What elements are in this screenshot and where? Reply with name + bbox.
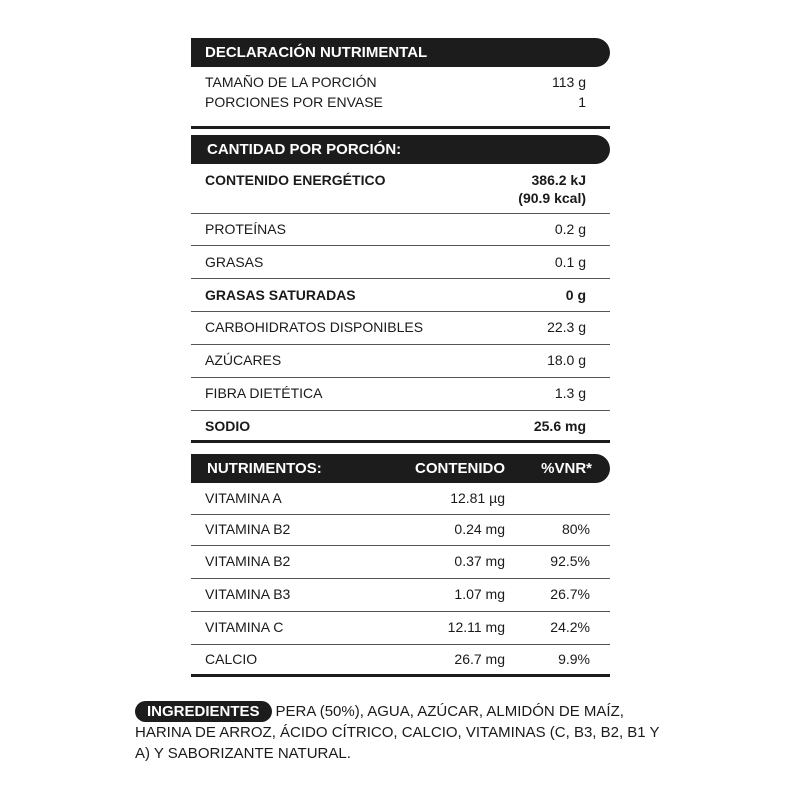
vitamins-header-label: NUTRIMENTOS: xyxy=(207,460,322,477)
vitamin-label: VITAMINA A xyxy=(205,490,282,506)
nutrient-label: CARBOHIDRATOS DISPONIBLES xyxy=(205,319,424,335)
vitamin-row xyxy=(191,517,610,541)
vitamins-header-pct: %VNR* xyxy=(541,460,592,477)
vitamin-row xyxy=(191,647,610,671)
nutrient-label: GRASAS SATURADAS xyxy=(205,287,356,303)
vitamin-pct: 92.5% xyxy=(550,553,590,569)
per-serving-header xyxy=(191,135,610,164)
servings-per-container-value: 1 xyxy=(578,94,586,110)
vitamin-label: VITAMINA B3 xyxy=(205,586,291,602)
energy-kcal: (90.9 kcal) xyxy=(518,190,586,206)
vitamin-label: CALCIO xyxy=(205,651,258,667)
serving-size-value: 113 g xyxy=(552,74,586,90)
nutrient-value: 1.3 g xyxy=(554,385,586,401)
nutrient-row xyxy=(191,315,610,339)
servings-per-container-label: PORCIONES POR ENVASE xyxy=(205,94,383,110)
nutrient-label: PROTEÍNAS xyxy=(205,221,286,237)
nutrient-row xyxy=(191,381,610,405)
per-serving-title: CANTIDAD POR PORCIÓN: xyxy=(207,141,402,158)
divider xyxy=(191,545,610,546)
nutrition-title: DECLARACIÓN NUTRIMENTAL xyxy=(205,44,428,61)
nutrient-value: 0.2 g xyxy=(554,221,586,237)
divider xyxy=(191,213,610,214)
divider xyxy=(191,377,610,378)
servings-per-container-row xyxy=(191,90,610,114)
nutrient-value: 0.1 g xyxy=(554,254,586,270)
nutrient-row xyxy=(191,250,610,274)
energy-label: CONTENIDO ENERGÉTICO xyxy=(205,172,386,188)
divider xyxy=(191,611,610,612)
serving-size-label: TAMAÑO DE LA PORCIÓN xyxy=(205,74,377,90)
divider xyxy=(191,344,610,345)
ingredients-label: INGREDIENTES xyxy=(135,701,272,722)
divider xyxy=(191,278,610,279)
vitamin-amount: 1.07 mg xyxy=(454,586,505,602)
nutrient-value: 0 g xyxy=(565,287,586,303)
vitamin-row xyxy=(191,615,610,639)
nutrient-row xyxy=(191,414,610,438)
vitamin-amount: 26.7 mg xyxy=(454,651,505,667)
vitamin-amount: 0.37 mg xyxy=(454,553,505,569)
divider xyxy=(191,440,610,443)
ingredients-block xyxy=(135,701,665,764)
vitamin-label: VITAMINA B2 xyxy=(205,553,291,569)
nutrient-row xyxy=(191,283,610,307)
nutrient-value: 22.3 g xyxy=(547,319,586,335)
nutrient-label: FIBRA DIETÉTICA xyxy=(205,385,323,401)
vitamin-pct: 9.9% xyxy=(558,651,590,667)
nutrient-label: SODIO xyxy=(205,418,251,434)
energy-kj: 386.2 kJ xyxy=(531,172,586,188)
vitamin-row xyxy=(191,582,610,606)
vitamin-amount: 12.11 mg xyxy=(447,619,505,635)
vitamin-row xyxy=(191,486,610,510)
ingredients-text: PERA (50%), AGUA, AZÚCAR, ALMIDÓN DE MAÍZ, HARINA DE ARROZ, ÁCIDO CÍTRICO, CALCIO, VITAMINAS (C, B3, B2, B1 Y A) Y SABORIZANTE NATURAL. xyxy=(135,703,660,762)
divider xyxy=(191,126,610,129)
vitamin-label: VITAMINA C xyxy=(205,619,284,635)
vitamin-amount: 12.81 µg xyxy=(450,490,505,506)
vitamins-header xyxy=(191,454,610,483)
vitamin-label: VITAMINA B2 xyxy=(205,521,291,537)
nutrient-value: 25.6 mg xyxy=(533,418,586,434)
nutrient-label: GRASAS xyxy=(205,254,264,270)
vitamins-header-amount: CONTENIDO xyxy=(415,460,505,477)
divider xyxy=(191,410,610,411)
nutrient-row xyxy=(191,217,610,241)
vitamin-amount: 0.24 mg xyxy=(454,521,505,537)
nutrition-header xyxy=(191,38,610,67)
vitamin-pct: 80% xyxy=(561,521,590,537)
divider xyxy=(191,644,610,645)
nutrient-row xyxy=(191,348,610,372)
vitamin-pct: 26.7% xyxy=(550,586,590,602)
vitamin-row xyxy=(191,549,610,573)
divider xyxy=(191,311,610,312)
divider xyxy=(191,578,610,579)
divider xyxy=(191,245,610,246)
divider xyxy=(191,514,610,515)
vitamin-pct: 24.2% xyxy=(550,619,590,635)
nutrient-value: 18.0 g xyxy=(547,352,586,368)
energy-row xyxy=(191,168,610,212)
nutrient-label: AZÚCARES xyxy=(205,352,282,368)
divider xyxy=(191,674,610,677)
